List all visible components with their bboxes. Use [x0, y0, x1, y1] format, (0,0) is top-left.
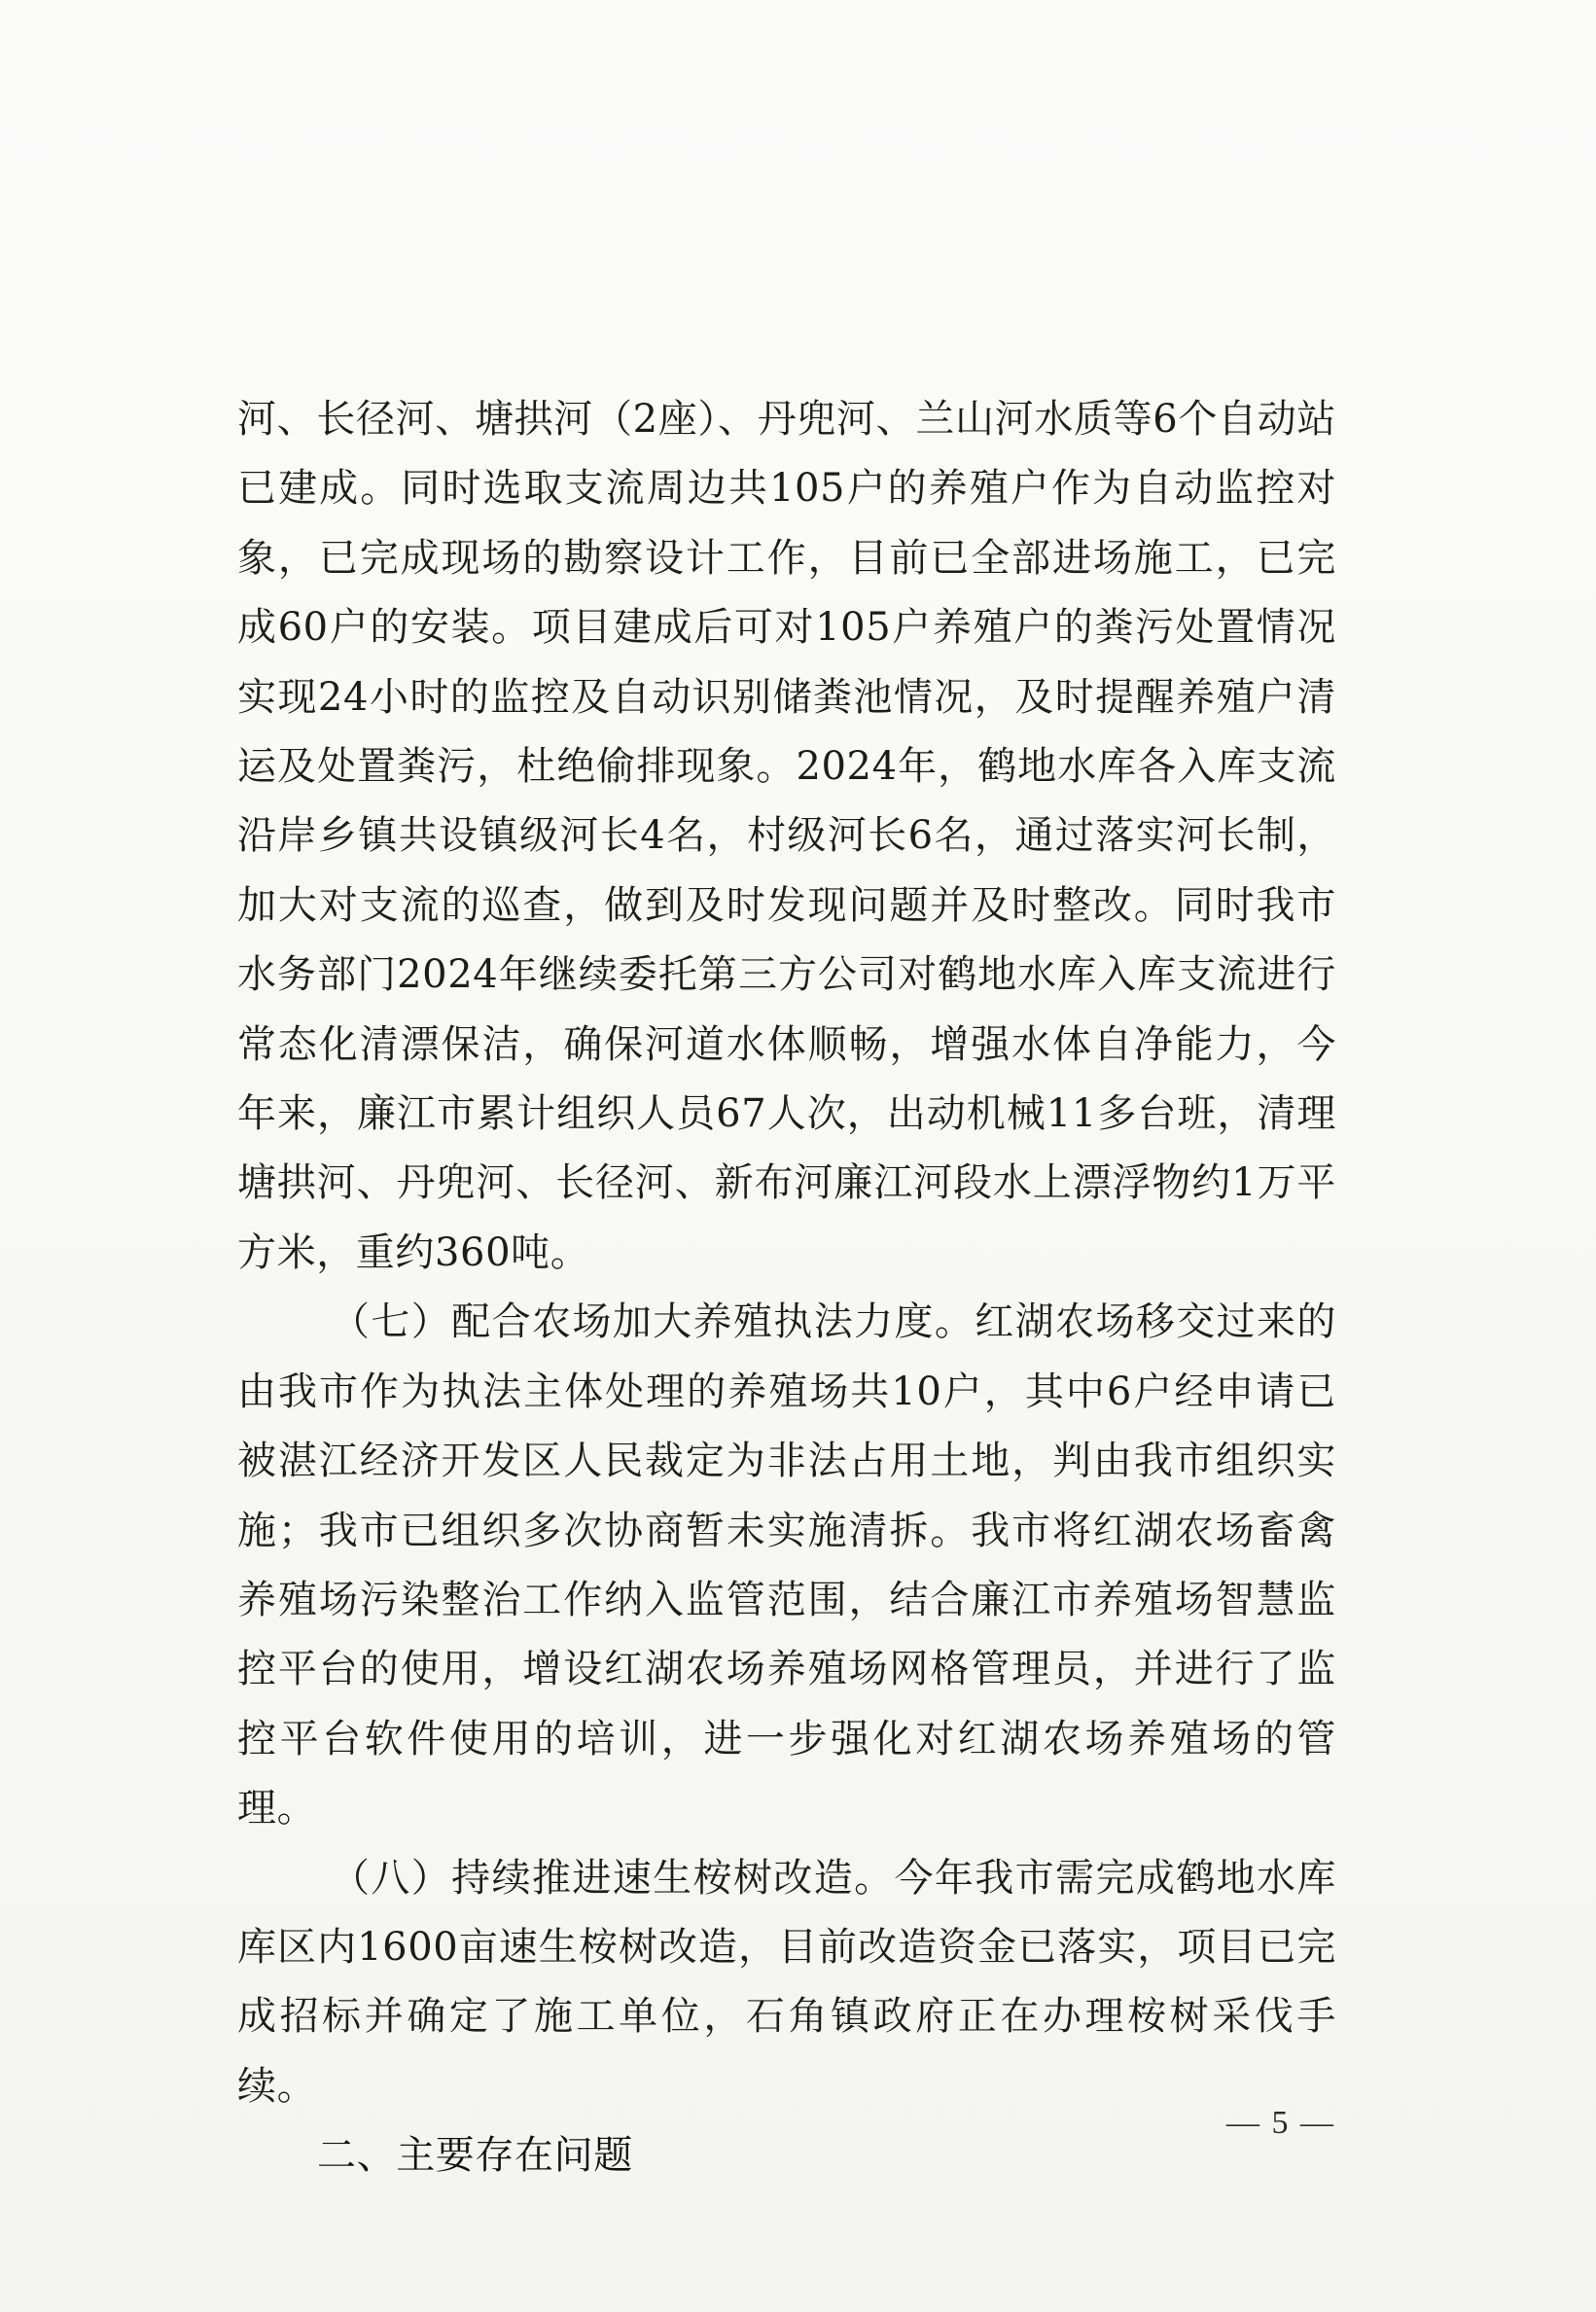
section-heading-main-problems: 二、主要存在问题	[317, 2133, 633, 2179]
page-number: — 5 —	[1226, 2105, 1335, 2141]
paragraph-farm-enforcement: （七）配合农场加大养殖执法力度。红湖农场移交过来的由我市作为执法主体处理的养殖场共10户，其中6户经申请已被湛江经济开发区人民裁定为非法占用土地，判由我市组织实施；我市已组织多次协商暂未实施清拆。我市将红湖农场畜禽养殖场污染整治工作纳入监管范围，结合廉江市养殖场智慧监控平台的使用，增设红湖农场养殖场网格管理员，并进行了监控平台软件使用的培训，进一步强化对红湖农场养殖场的管理。	[237, 1299, 1336, 1832]
paragraph-water-monitoring: 河、长径河、塘拱河（2座）、丹兜河、兰山河水质等6个自动站已建成。同时选取支流周边共105户的养殖户作为自动监控对象，已完成现场的勘察设计工作，目前已全部进场施工，已完成60户的安装。项目建成后可对105户养殖户的粪污处置情况实现24小时的监控及自动识别储粪池情况，及时提醒养殖户清运及处置粪污，杜绝偷排现象。2024年，鹤地水库各入库支流沿岸乡镇共设镇级河长4名，村级河长6名，通过落实河长制，加大对支流的巡查，做到及时发现问题并及时整改。同时我市水务部门2024年继续委托第三方公司对鹤地水库入库支流进行常态化清漂保洁，确保河道水体顺畅，增强水体自净能力，今年来，廉江市累计组织人员67人次，出动机械11多台班，清理塘拱河、丹兜河、长径河、新布河廉江河段水上漂浮物约1万平方米，重约360吨。	[237, 397, 1336, 1275]
paragraph-eucalyptus-renovation: （八）持续推进速生桉树改造。今年我市需完成鹤地水库库区内1600亩速生桉树改造，目前改造资金已落实，项目已完成招标并确定了施工单位，石角镇政府正在办理桉树采伐手续。	[237, 1855, 1336, 2109]
document-body	[237, 385, 1336, 2191]
